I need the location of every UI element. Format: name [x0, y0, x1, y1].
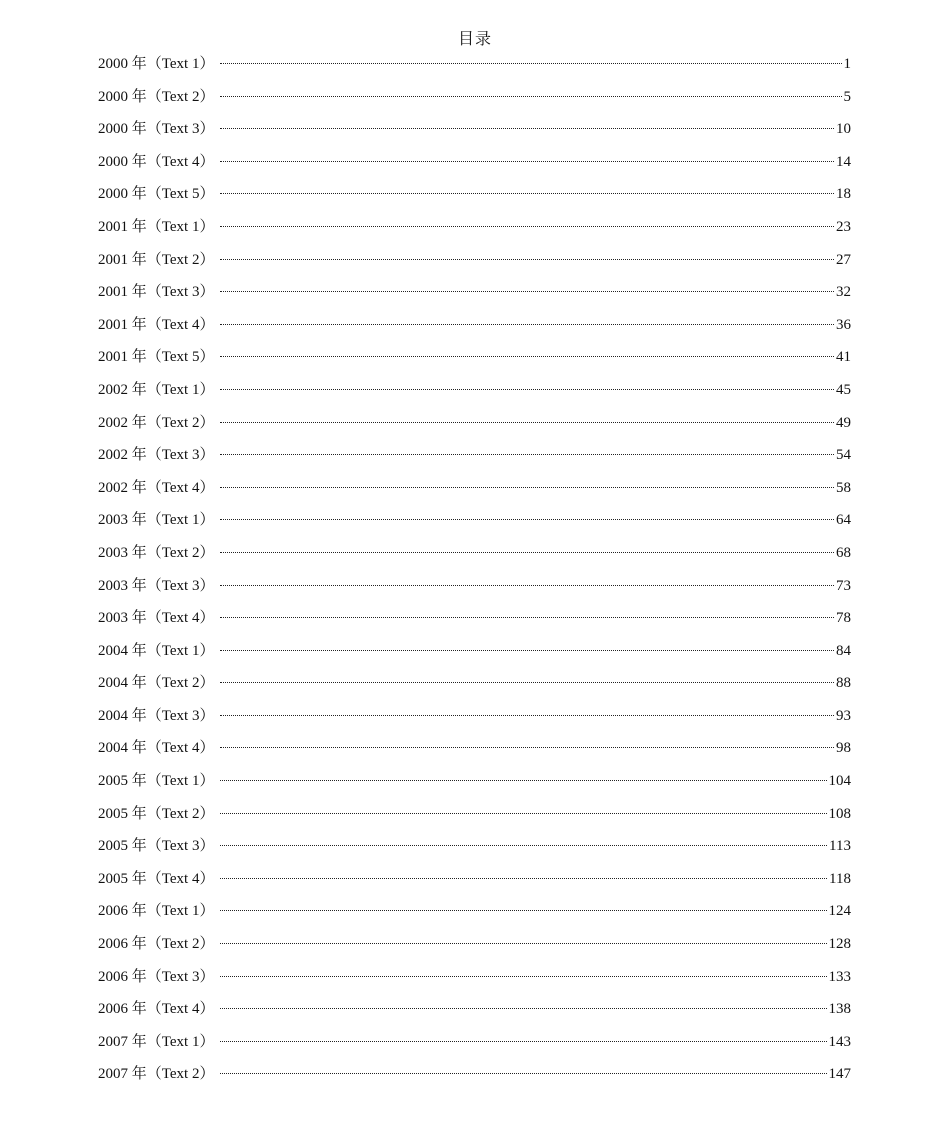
toc-entry-page-number: 68 — [836, 544, 851, 561]
toc-dot-leader — [220, 813, 826, 814]
toc-dot-leader — [220, 682, 834, 683]
toc-dot-leader — [220, 422, 834, 423]
toc-entry-page-number: 18 — [836, 186, 851, 203]
toc-dot-leader — [220, 356, 834, 357]
toc-entry-page-number: 5 — [843, 88, 851, 105]
toc-entry[interactable] — [98, 1063, 851, 1096]
toc-entry-label: 2001 年（Text 5） — [98, 349, 215, 366]
toc-entry-label: 2004 年（Text 1） — [98, 642, 215, 659]
toc-entry[interactable] — [98, 412, 851, 445]
toc-dot-leader — [220, 1073, 826, 1074]
toc-dot-leader — [220, 128, 834, 129]
toc-entry[interactable] — [98, 835, 851, 868]
toc-entry[interactable] — [98, 672, 851, 705]
toc-entry-label: 2006 年（Text 4） — [98, 1001, 215, 1018]
toc-entry-label: 2006 年（Text 3） — [98, 968, 215, 985]
toc-dot-leader — [220, 878, 827, 879]
toc-entry-label: 2003 年（Text 2） — [98, 544, 215, 561]
toc-dot-leader — [220, 617, 834, 618]
toc-dot-leader — [220, 96, 841, 97]
toc-entry-page-number: 41 — [836, 349, 851, 366]
toc-dot-leader — [220, 585, 834, 586]
toc-entry[interactable] — [98, 86, 851, 119]
toc-entry-page-number: 14 — [836, 153, 851, 170]
toc-dot-leader — [220, 487, 834, 488]
toc-entry[interactable] — [98, 607, 851, 640]
toc-entry-page-number: 73 — [836, 577, 851, 594]
toc-entry-page-number: 84 — [836, 642, 851, 659]
toc-dot-leader — [220, 910, 826, 911]
toc-entry-page-number: 88 — [836, 675, 851, 692]
toc-entry-page-number: 147 — [828, 1066, 851, 1083]
toc-entry-label: 2002 年（Text 4） — [98, 479, 215, 496]
toc-entry-label: 2002 年（Text 2） — [98, 414, 215, 431]
toc-entry[interactable] — [98, 933, 851, 966]
toc-dot-leader — [220, 715, 834, 716]
toc-dot-leader — [220, 845, 827, 846]
toc-entry[interactable] — [98, 998, 851, 1031]
toc-dot-leader — [220, 650, 834, 651]
toc-dot-leader — [220, 780, 826, 781]
toc-entry[interactable] — [98, 444, 851, 477]
toc-entry[interactable] — [98, 281, 851, 314]
toc-entry-label: 2006 年（Text 2） — [98, 936, 215, 953]
toc-dot-leader — [220, 291, 834, 292]
toc-entry[interactable] — [98, 151, 851, 184]
toc-entry-label: 2001 年（Text 2） — [98, 251, 215, 268]
toc-entry-label: 2005 年（Text 3） — [98, 838, 215, 855]
toc-entry-label: 2000 年（Text 2） — [98, 88, 215, 105]
toc-dot-leader — [220, 226, 834, 227]
toc-entry-page-number: 113 — [829, 838, 851, 855]
toc-entry-label: 2001 年（Text 4） — [98, 316, 215, 333]
toc-entry-page-number: 93 — [836, 707, 851, 724]
toc-dot-leader — [220, 552, 834, 553]
toc-dot-leader — [220, 454, 834, 455]
toc-entry-page-number: 23 — [836, 218, 851, 235]
toc-entry[interactable] — [98, 575, 851, 608]
toc-dot-leader — [220, 161, 834, 162]
toc-entry-page-number: 124 — [828, 903, 851, 920]
toc-entry-page-number: 118 — [829, 870, 851, 887]
toc-entry-label: 2003 年（Text 1） — [98, 512, 215, 529]
toc-entry[interactable] — [98, 770, 851, 803]
toc-entry-label: 2004 年（Text 4） — [98, 740, 215, 757]
toc-entry[interactable] — [98, 379, 851, 412]
toc-entry-label: 2007 年（Text 2） — [98, 1066, 215, 1083]
toc-entry-page-number: 98 — [836, 740, 851, 757]
toc-entry[interactable] — [98, 705, 851, 738]
toc-entry-page-number: 10 — [836, 121, 851, 138]
toc-entry[interactable] — [98, 249, 851, 282]
toc-entry[interactable] — [98, 314, 851, 347]
toc-entry-label: 2004 年（Text 3） — [98, 707, 215, 724]
toc-entry-label: 2005 年（Text 4） — [98, 870, 215, 887]
toc-entry-page-number: 78 — [836, 610, 851, 627]
toc-dot-leader — [220, 1041, 826, 1042]
toc-dot-leader — [220, 976, 826, 977]
toc-entry-page-number: 58 — [836, 479, 851, 496]
toc-entry-page-number: 104 — [828, 773, 851, 790]
toc-entry-label: 2001 年（Text 3） — [98, 284, 215, 301]
toc-entry-label: 2006 年（Text 1） — [98, 903, 215, 920]
toc-entry-label: 2000 年（Text 3） — [98, 121, 215, 138]
toc-dot-leader — [220, 259, 834, 260]
toc-dot-leader — [220, 389, 834, 390]
toc-entry-page-number: 1 — [843, 56, 851, 72]
toc-entry-page-number: 143 — [828, 1033, 851, 1050]
toc-entry[interactable] — [98, 1031, 851, 1064]
toc-entry[interactable] — [98, 183, 851, 216]
toc-entry-label: 2005 年（Text 1） — [98, 773, 215, 790]
toc-entry-label: 2000 年（Text 4） — [98, 153, 215, 170]
toc-entry[interactable] — [98, 118, 851, 151]
toc-entry-page-number: 32 — [836, 284, 851, 301]
toc-dot-leader — [220, 519, 834, 520]
toc-entry-page-number: 128 — [828, 936, 851, 953]
toc-entry-label: 2000 年（Text 5） — [98, 186, 215, 203]
toc-entry[interactable] — [98, 542, 851, 575]
toc-entry[interactable] — [98, 477, 851, 510]
toc-entry-label: 2000 年（Text 1） — [98, 56, 215, 72]
toc-dot-leader — [220, 193, 834, 194]
toc-entry[interactable] — [98, 966, 851, 999]
toc-entry-page-number: 138 — [828, 1001, 851, 1018]
toc-entry-label: 2004 年（Text 2） — [98, 675, 215, 692]
toc-entry[interactable] — [98, 868, 851, 901]
toc-entry-label: 2002 年（Text 1） — [98, 381, 215, 398]
toc-dot-leader — [220, 1008, 826, 1009]
toc-entry-page-number: 133 — [828, 968, 851, 985]
toc-entry-label: 2003 年（Text 3） — [98, 577, 215, 594]
toc-entry-page-number: 64 — [836, 512, 851, 529]
toc-entry[interactable] — [98, 53, 851, 86]
toc-entry[interactable] — [98, 346, 851, 379]
toc-entry-label: 2003 年（Text 4） — [98, 610, 215, 627]
toc-entry-label: 2002 年（Text 3） — [98, 447, 215, 464]
toc-entry-page-number: 108 — [828, 805, 851, 822]
toc-entry[interactable] — [98, 640, 851, 673]
toc-entry-label: 2005 年（Text 2） — [98, 805, 215, 822]
toc-entry-page-number: 36 — [836, 316, 851, 333]
toc-entry[interactable] — [98, 737, 851, 770]
toc-entry[interactable] — [98, 900, 851, 933]
toc-dot-leader — [220, 747, 834, 748]
toc-entry-page-number: 49 — [836, 414, 851, 431]
toc-title: 目录 — [457, 31, 492, 48]
toc-entry-label: 2001 年（Text 1） — [98, 218, 215, 235]
toc-entry-label: 2007 年（Text 1） — [98, 1033, 215, 1050]
toc-entry[interactable] — [98, 803, 851, 836]
toc-dot-leader — [220, 943, 826, 944]
toc-dot-leader — [220, 63, 841, 64]
toc-entry-page-number: 27 — [836, 251, 851, 268]
toc-list — [98, 53, 851, 1096]
toc-entry[interactable] — [98, 216, 851, 249]
toc-entry[interactable] — [98, 509, 851, 542]
toc-entry-page-number: 45 — [836, 381, 851, 398]
toc-entry-page-number: 54 — [836, 447, 851, 464]
toc-dot-leader — [220, 324, 834, 325]
